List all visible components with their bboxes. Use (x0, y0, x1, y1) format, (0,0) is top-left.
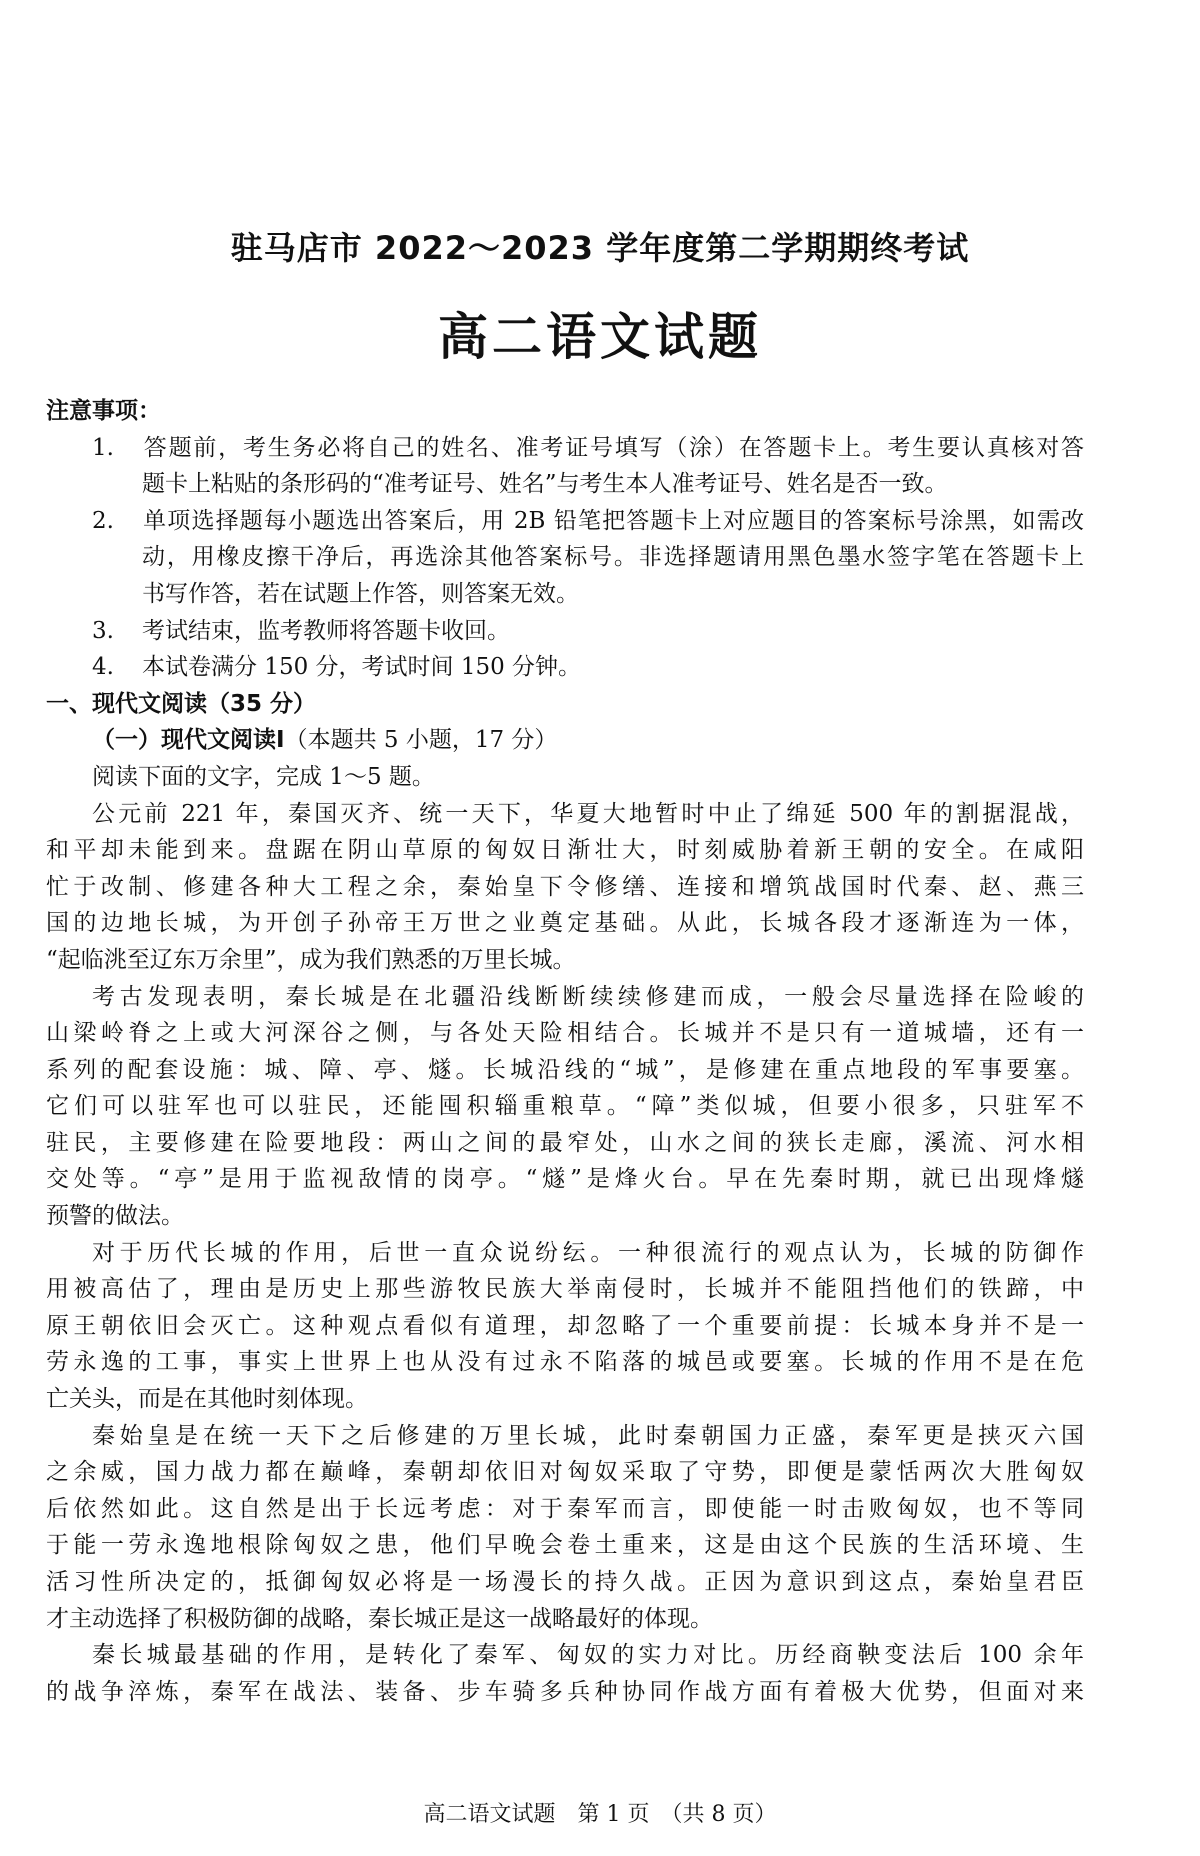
passage-line: 驻民，主要修建在险要地段：两山之间的最窄处，山水之间的狭长走廊，溪流、河水相 (46, 1129, 1084, 1156)
passage-line: 忙于改制、修建各种大工程之余，秦始皇下令修缮、连接和增筑战国时代秦、赵、燕三 (46, 873, 1084, 900)
passage-line: 的战争淬炼，秦军在战法、装备、步车骑多兵种协同作战方面有着极大优势，但面对来 (46, 1678, 1084, 1705)
passage-line: 亡关头，而是在其他时刻体现。 (46, 1386, 368, 1413)
passage-line: 国的边地长城，为开创子孙帝王万世之业奠定基础。从此，长城各段才逐渐连为一体， (46, 910, 1084, 937)
notice-item-line: 4. 本试卷满分 150 分，考试时间 150 分钟。 (46, 649, 1084, 686)
notice-heading: 注意事项： (46, 398, 161, 424)
passage-line: 考古发现表明，秦长城是在北疆沿线断断续续修建而成，一般会尽量选择在险峻的 (92, 983, 1084, 1010)
notice-item-number: 1. (92, 434, 114, 461)
passage-line: 用被高估了，理由是历史上那些游牧民族大举南侵时，长城并不能阻挡他们的铁蹄，中 (46, 1276, 1084, 1303)
passage-line: 劳永逸的工事，事实上世界上也从没有过永不陷落的城邑或要塞。长城的作用不是在危 (46, 1349, 1084, 1376)
page-footer: 高二语文试题 第 1 页 （共 8 页） (423, 1802, 777, 1827)
passage-line: 交处等。“亭”是用于监视敌情的岗亭。“燧”是烽火台。早在先秦时期，就已出现烽燧 (46, 1166, 1084, 1193)
notice-item-line: 3. 考试结束，监考教师将答题卡收回。 (46, 613, 1084, 650)
notice-item-line: 题卡上粘贴的条形码的“准考证号、姓名”与考生本人准考证号、姓名是否一致。 (142, 471, 948, 498)
notice-item-number: 4. (92, 654, 114, 681)
passage-line: 之余威，国力战力都在巅峰，秦朝却依旧对匈奴采取了守势，即便是蒙恬两次大胜匈奴 (46, 1459, 1084, 1486)
passage-line: 它们可以驻军也可以驻民，还能囤积辎重粮草。“障”类似城，但要小很多，只驻军不 (46, 1093, 1084, 1120)
passage-line: 活习性所决定的，抵御匈奴必将是一场漫长的持久战。正因为意识到这点，秦始皇君臣 (46, 1569, 1084, 1595)
subsection-heading: （一）现代文阅读Ⅰ（本题共 5 小题，17 分） (92, 727, 558, 754)
passage-line: 系列的配套设施：城、障、亭、燧。长城沿线的“城”，是修建在重点地段的军事要塞。 (46, 1056, 1084, 1083)
notice-item-line: 2. 单项选择题每小题选出答案后，用 2B 铅笔把答题卡上对应题目的答案标号涂黑，如需改 (46, 503, 1084, 540)
passage-line: 秦始皇是在统一天下之后修建的万里长城，此时秦朝国力正盛，秦军更是挟灭六国 (92, 1422, 1084, 1449)
section-heading: 一、现代文阅读（35 分） (46, 690, 317, 717)
passage-line: 和平却未能到来。盘踞在阴山草原的匈奴日渐壮大，时刻威胁着新王朝的安全。在咸阳 (46, 837, 1084, 864)
passage-line: 才主动选择了积极防御的战略，秦长城正是这一战略最好的体现。 (46, 1605, 713, 1632)
passage-line: 秦长城最基础的作用，是转化了秦军、匈奴的实力对比。历经商鞅变法后 100 余年 (92, 1642, 1084, 1669)
paper-title: 高二语文试题 (438, 307, 762, 366)
page-content (46, 393, 1084, 1710)
notice-item-number: 3. (92, 617, 114, 644)
notice-item-line: 书写作答，若在试题上作答，则答案无效。 (142, 580, 579, 607)
passage-line: 山梁岭脊之上或大河深谷之侧，与各处天险相结合。长城并不是只有一道城墙，还有一 (46, 1020, 1084, 1047)
exam-title: 驻马店市 2022～2023 学年度第二学期期终考试 (230, 229, 970, 267)
notice-item-line: 1. 答题前，考生务必将自己的姓名、准考证号填写（涂）在答题卡上。考生要认真核对答 (46, 430, 1084, 467)
reading-instruction: 阅读下面的文字，完成 1～5 题。 (92, 763, 435, 790)
passage-line: 原王朝依旧会灭亡。这种观点看似有道理，却忽略了一个重要前提：长城本身并不是一 (46, 1312, 1084, 1339)
passage-line: 后依然如此。这自然是出于长远考虑：对于秦军而言，即使能一时击败匈奴，也不等同 (46, 1495, 1084, 1522)
passage-line: 对于历代长城的作用，后世一直众说纷纭。一种很流行的观点认为，长城的防御作 (92, 1239, 1084, 1266)
notice-item-line: 动，用橡皮擦干净后，再选涂其他答案标号。非选择题请用黑色墨水签字笔在答题卡上 (142, 544, 1084, 571)
passage-line: 预警的做法。 (46, 1203, 184, 1230)
notice-item-number: 2. (92, 507, 114, 534)
passage-line: 于能一劳永逸地根除匈奴之患，他们早晚会卷土重来，这是由这个民族的生活环境、生 (46, 1532, 1084, 1559)
passage-line: “起临洮至辽东万余里”，成为我们熟悉的万里长城。 (46, 946, 576, 973)
passage-line: 公元前 221 年，秦国灭齐、统一天下，华夏大地暂时中止了绵延 500 年的割据混战， (92, 800, 1084, 827)
